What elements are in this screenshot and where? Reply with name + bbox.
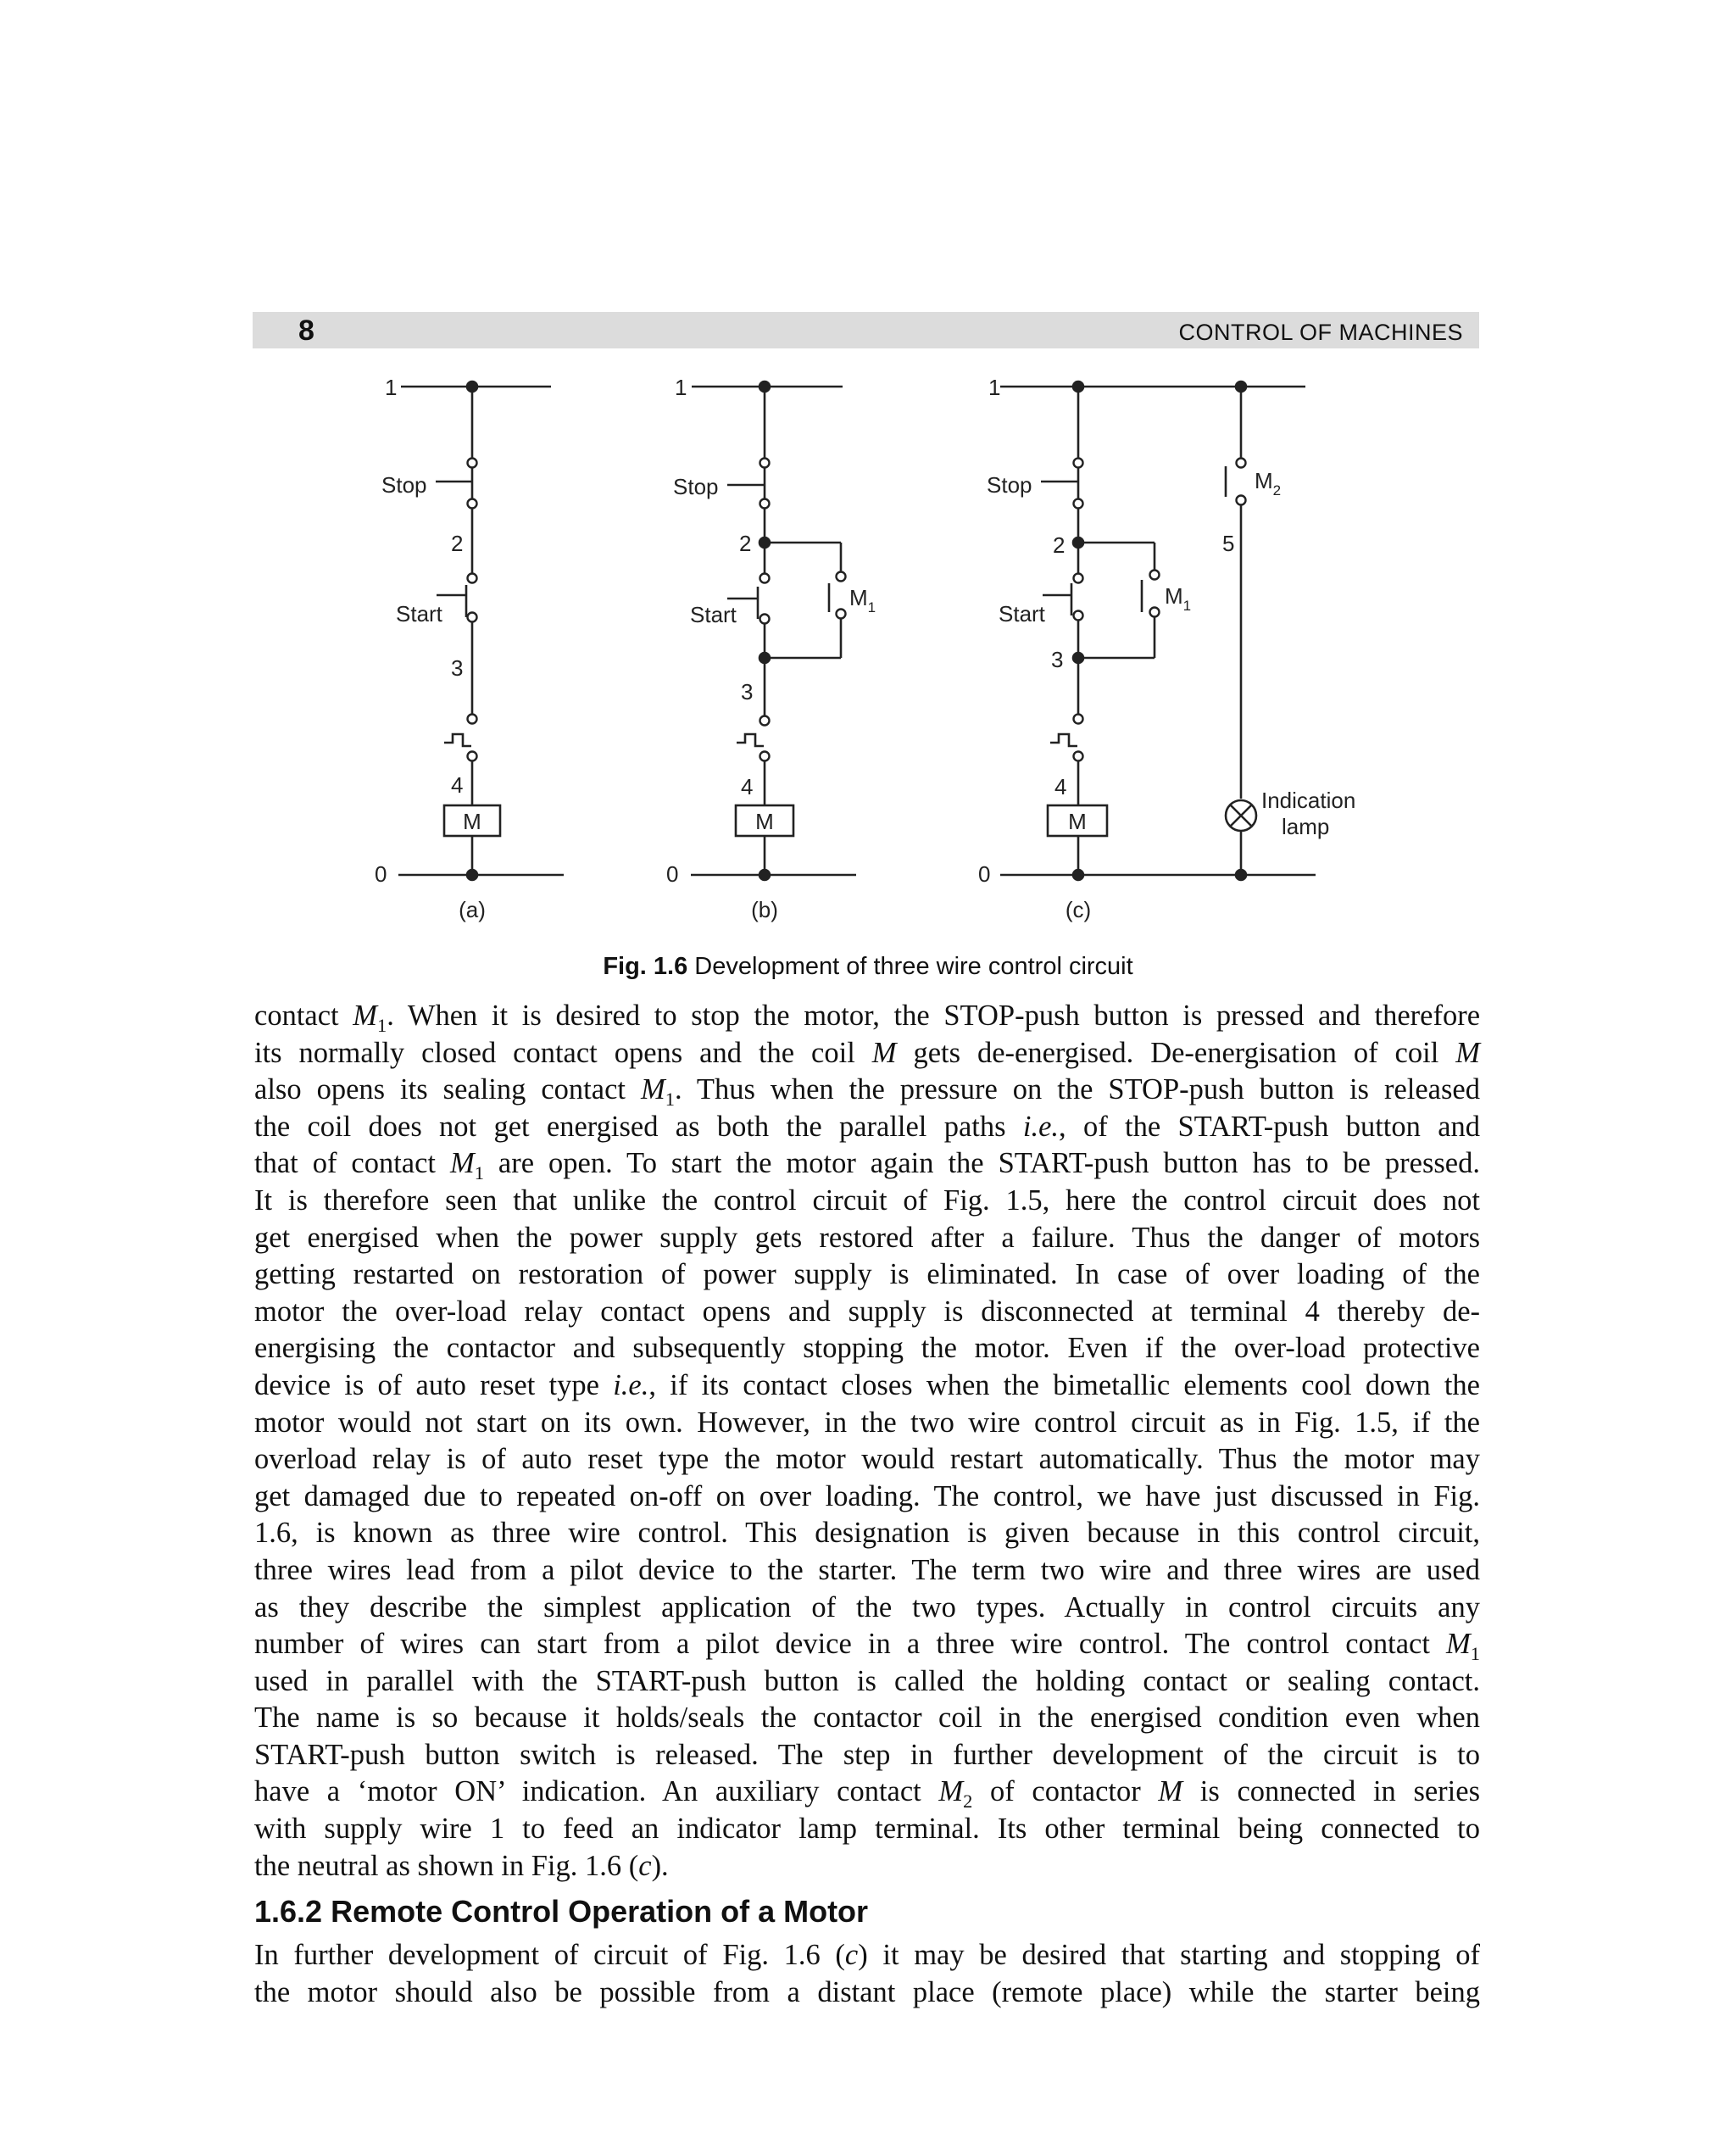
c-node4-label: 4 — [1054, 774, 1067, 799]
figure-number: Fig. 1.6 — [603, 953, 688, 980]
text-line: overload relay is of auto reset type the motor would restart automatically. Thus the motor may — [254, 1443, 1480, 1476]
a-coil-label: M — [463, 809, 481, 834]
a-line0-label: 0 — [375, 861, 387, 887]
text-line: energising the contactor and subsequently stopping the motor. Even if the over-load protective — [254, 1332, 1480, 1365]
text-line: The name is so because it holds/seals the contactor coil in the energised condition even when — [254, 1701, 1480, 1735]
a-node4-label: 4 — [451, 772, 464, 798]
c-aux-label: $M_2$ — [1255, 468, 1282, 498]
text-line: also opens its sealing contact $M_1$. Thus when the pressure on the STOP-push button is released — [254, 1073, 1480, 1111]
c-coil-label: M — [1068, 809, 1087, 834]
c-lamp-label-1: Indication — [1261, 788, 1356, 813]
circuit-b — [691, 387, 856, 875]
text-line: 1.6, is known as three wire control. This designation is given because in this control circuit, — [254, 1517, 1480, 1550]
text-line: three wires lead from a pilot device to the starter. The term two wire and three wires are used — [254, 1553, 1480, 1586]
a-caption: (a) — [459, 897, 486, 922]
c-line1-label: 1 — [988, 375, 1001, 400]
text-line: the motor should also be possible from a distant place (remote place) while the starter being — [254, 1975, 1480, 2008]
text-line: START-push button switch is released. The step in further development of the circuit is to — [254, 1738, 1480, 1771]
paragraph-1 — [254, 998, 1480, 1885]
a-node2-label: 2 — [451, 531, 464, 556]
text-line: get damaged due to repeated on-off on over loading. The control, we have just discussed in Fig. — [254, 1479, 1480, 1512]
text-line: motor the over-load relay contact opens and supply is disconnected at terminal 4 thereby de- — [254, 1295, 1480, 1328]
c-line0-label: 0 — [978, 861, 991, 887]
text-line: motor would not start on its own. However, in the two wire control circuit as in Fig. 1.5, if the — [254, 1406, 1480, 1439]
c-hold-label: $M_1$ — [1165, 583, 1192, 614]
figure-1-6-diagram — [0, 0, 1736, 950]
text-line: device is of auto reset type i.e., if its contact closes when the bimetallic elements cool down the — [254, 1368, 1480, 1401]
text-line: used in parallel with the START-push button is called the holding contact or sealing contact. — [254, 1664, 1480, 1697]
b-coil-label: M — [755, 809, 774, 834]
b-line1-label: 1 — [675, 375, 687, 400]
text-line: getting restarted on restoration of power supply is eliminated. In case of over loading of the — [254, 1258, 1480, 1291]
paragraph-2 — [254, 1937, 1480, 2011]
a-start-label: Start — [396, 601, 442, 627]
text-line: number of wires can start from a pilot device in a three wire control. The control contact $M_1$ — [254, 1628, 1480, 1664]
text-line: its normally closed contact opens and the coil M gets de-energised. De-energisation of coil M — [254, 1036, 1480, 1069]
b-node3-label: 3 — [741, 679, 754, 705]
text-line: It is therefore seen that unlike the control circuit of Fig. 1.5, here the control circuit does not — [254, 1183, 1480, 1217]
c-node3-label: 3 — [1051, 647, 1064, 672]
text-line: as they describe the simplest application of the two types. Actually in control circuits any — [254, 1590, 1480, 1623]
text-line: In further development of circuit of Fig. 1.6 (c) it may be desired that starting and stopping of — [254, 1939, 1480, 1971]
c-lamp-label-2: lamp — [1282, 814, 1330, 839]
c-stop-label: Stop — [987, 472, 1032, 498]
text-line: get energised when the power supply gets restored after a failure. Thus the danger of motors — [254, 1221, 1480, 1254]
b-node2-label: 2 — [739, 531, 752, 556]
text-line: the neutral as shown in Fig. 1.6 (c). — [254, 1849, 669, 1882]
b-start-label: Start — [690, 602, 737, 627]
c-node2-label: 2 — [1053, 532, 1066, 558]
b-hold-label: $M_1$ — [849, 585, 876, 615]
b-stop-label: Stop — [673, 474, 719, 499]
a-stop-label: Stop — [381, 472, 427, 498]
page-number: 8 — [298, 315, 314, 347]
c-node5-label: 5 — [1222, 531, 1235, 556]
running-head: CONTROL OF MACHINES — [1178, 320, 1463, 345]
circuit-a — [398, 387, 564, 875]
a-node3-label: 3 — [451, 655, 464, 681]
c-caption: (c) — [1065, 897, 1092, 922]
figure-caption — [0, 950, 1736, 983]
a-line1-label: 1 — [385, 375, 398, 400]
text-line: the coil does not get energised as both the parallel paths i.e., of the START-push button and — [254, 1110, 1481, 1143]
b-caption: (b) — [751, 897, 778, 922]
b-node4-label: 4 — [741, 774, 754, 799]
text-line: contact $M_1$. When it is desired to stop the motor, the STOP-push button is pressed and therefore — [254, 1000, 1481, 1036]
section-heading: 1.6.2 Remote Control Operation of a Motor — [254, 1894, 869, 1929]
b-line0-label: 0 — [666, 861, 679, 887]
text-line: that of contact $M_1$ are open. To start the motor again the START-push button has to be pressed. — [254, 1147, 1480, 1184]
text-line: with supply wire 1 to feed an indicator lamp terminal. Its other terminal being connected to — [254, 1813, 1480, 1846]
text-line: have a ‘motor ON’ indication. An auxiliary contact $M_2$ of contactor M is connected in series — [254, 1775, 1480, 1813]
figure-title: Development of three wire control circuit — [694, 953, 1133, 980]
c-start-label: Start — [999, 601, 1045, 627]
